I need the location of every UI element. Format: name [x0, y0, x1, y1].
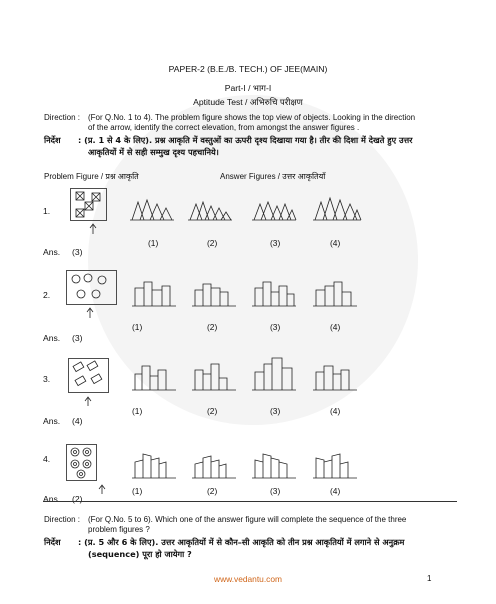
direction1-hindi-label: निर्देश — [44, 135, 61, 145]
section-heading: Aptitude Test / अभिरुचि परीक्षण — [193, 97, 303, 107]
direction2-label: Direction : — [44, 515, 81, 524]
question-1-number: 1. — [43, 206, 51, 216]
q2-option-3: (3) — [270, 322, 281, 332]
q1-option-3: (3) — [270, 238, 281, 248]
q4-option-3: (3) — [270, 486, 281, 496]
q4-answer-figure-3 — [252, 450, 297, 480]
q4-answer-figure-2 — [192, 450, 237, 480]
q3-option-1: (1) — [132, 406, 143, 416]
q3-option-2: (2) — [207, 406, 218, 416]
q2-option-4: (4) — [330, 322, 341, 332]
q4-option-4: (4) — [330, 486, 341, 496]
direction1-hindi-line1: : (प्र. 1 से 4 के लिए). प्रश्न आकृति में वस्तुओं का ऊपरी दृश्य दिखाया गया है। तीर की दिशा में देखते हुए उत्तर — [78, 135, 413, 145]
q4-ans-label: Ans. — [43, 494, 61, 504]
q4-answer-figure-1 — [132, 450, 177, 480]
direction2-hindi-line1: : (प्र. 5 और 6 के लिए). उत्तर आकृतियों में से कौन–सी आकृति को तीन प्रश्न आकृतियों में लगाने से अनुक्रम — [78, 537, 405, 547]
footer-website-link[interactable]: www.vedantu.com — [214, 574, 282, 584]
q1-option-4: (4) — [330, 238, 341, 248]
q3-option-4: (4) — [330, 406, 341, 416]
question-2-number: 2. — [43, 290, 51, 300]
page-number: 1 — [427, 574, 432, 583]
q1-answer: (3) — [72, 247, 83, 257]
q2-answer: (3) — [72, 333, 83, 343]
direction1-line1: (For Q.No. 1 to 4). The problem figure shows the top view of objects. Looking in the direction — [88, 113, 416, 122]
q3-option-3: (3) — [270, 406, 281, 416]
q1-option-1: (1) — [148, 238, 159, 248]
part-heading: Part-I / भाग-I — [224, 83, 272, 93]
q2-answer-figure-2 — [192, 278, 237, 308]
q4-problem-figure — [66, 444, 116, 494]
question-4-number: 4. — [43, 454, 51, 464]
q1-option-2: (2) — [207, 238, 218, 248]
q2-option-1: (1) — [132, 322, 143, 332]
section-divider — [43, 501, 457, 502]
q1-ans-label: Ans. — [43, 247, 61, 257]
q4-option-2: (2) — [207, 486, 218, 496]
direction1-label: Direction : — [44, 113, 81, 122]
direction1-hindi-line2: आकृतियों में से सही सम्मुख दृश्य पहचानिये। — [88, 147, 219, 157]
q2-option-2: (2) — [207, 322, 218, 332]
problem-figure-heading: Problem Figure / प्रश्न आकृति — [44, 172, 139, 181]
q1-answer-figure-1 — [130, 196, 175, 222]
q3-answer-figure-4 — [313, 360, 358, 392]
q2-answer-figure-3 — [252, 278, 297, 308]
paper-title: PAPER-2 (B.E./B. TECH.) OF JEE(MAIN) — [168, 64, 328, 74]
q3-ans-label: Ans. — [43, 416, 61, 426]
direction2-hindi-label: निर्देश — [44, 537, 61, 547]
q4-answer: (2) — [72, 494, 83, 504]
q2-answer-figure-1 — [132, 278, 177, 308]
q4-option-1: (1) — [132, 486, 143, 496]
direction1-line2: of the arrow, identify the correct elevation, from amongst the answer figures . — [88, 123, 360, 132]
q3-answer-figure-2 — [192, 360, 237, 392]
q2-problem-figure — [66, 270, 126, 320]
q1-answer-figure-4 — [313, 194, 363, 222]
question-3-number: 3. — [43, 374, 51, 384]
q2-ans-label: Ans. — [43, 333, 61, 343]
q3-problem-figure — [68, 358, 118, 408]
q3-answer-figure-1 — [132, 360, 177, 392]
q3-answer-figure-3 — [252, 356, 297, 392]
q2-answer-figure-4 — [313, 278, 358, 308]
q1-answer-figure-3 — [252, 196, 297, 222]
q1-problem-figure — [70, 188, 120, 238]
answer-figures-heading: Answer Figures / उत्तर आकृतियाँ — [220, 172, 326, 181]
direction2-line1: (For Q.No. 5 to 6). Which one of the answer figure will complete the sequence of the three — [88, 515, 407, 524]
q4-answer-figure-4 — [313, 450, 358, 480]
q1-answer-figure-2 — [188, 196, 233, 222]
direction2-line2: problem figures ? — [88, 525, 150, 534]
direction2-hindi-line2: (sequence) पूरा हो जायेगा ? — [88, 549, 192, 559]
q3-answer: (4) — [72, 416, 83, 426]
